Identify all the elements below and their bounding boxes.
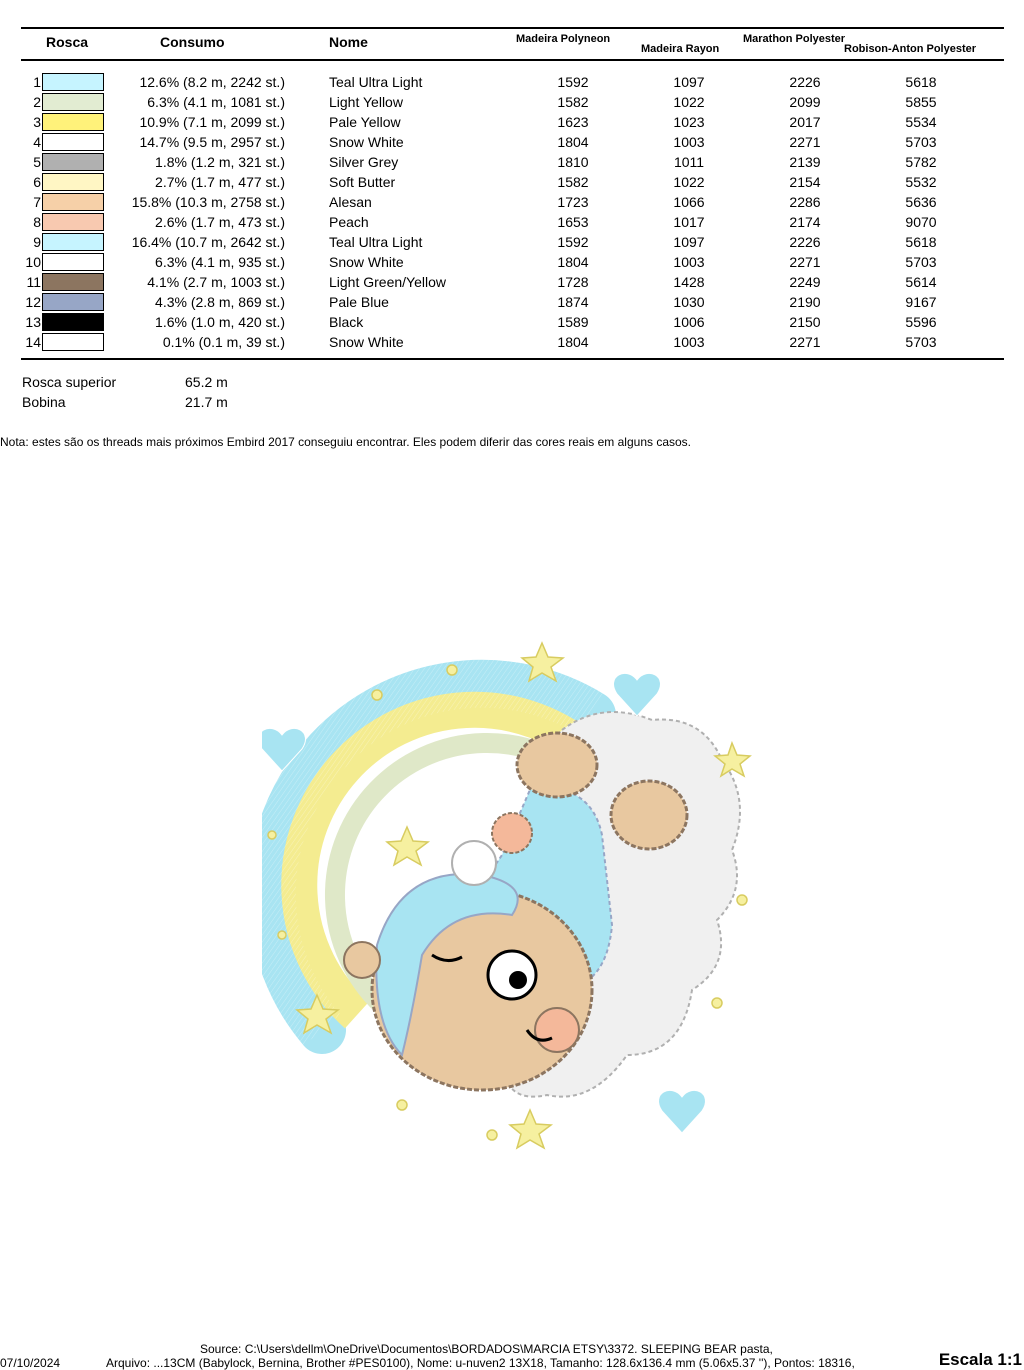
row-number: 5	[33, 154, 41, 170]
madeira-rayon-cell: 1017	[673, 214, 705, 230]
consumo-cell: 4.1% (2.7 m, 1003 st.)	[147, 274, 285, 290]
consumo-cell: 6.3% (4.1 m, 935 st.)	[155, 254, 285, 270]
header-madeira-rayon: Madeira Rayon	[641, 43, 720, 55]
madeira-polyneon-cell: 1623	[557, 114, 589, 130]
table-row	[0, 112, 1024, 132]
consumo-cell: 1.8% (1.2 m, 321 st.)	[155, 154, 285, 170]
madeira-rayon-cell: 1097	[673, 74, 705, 90]
footer-source: Source: C:\Users\dellm\OneDrive\Documentos\BORDADOS\MARCIA ETSY\3372. SLEEPING BEAR pasta,	[200, 1342, 773, 1356]
madeira-rayon-cell: 1011	[673, 154, 705, 170]
bobina-label: Bobina	[22, 394, 66, 410]
robison-cell: 5532	[905, 174, 937, 190]
header-marathon: Marathon Polyester	[743, 33, 846, 45]
header-madeira-polyneon: Madeira Polyneon	[516, 33, 611, 45]
row-number: 12	[25, 294, 41, 310]
robison-cell: 5703	[905, 334, 937, 350]
nome-cell: Snow White	[329, 334, 404, 350]
madeira-polyneon-cell: 1582	[557, 94, 589, 110]
madeira-polyneon-cell: 1804	[557, 334, 589, 350]
madeira-polyneon-cell: 1728	[557, 274, 589, 290]
madeira-polyneon-cell: 1810	[557, 154, 589, 170]
footer-arquivo: Arquivo: ...13CM (Babylock, Bernina, Brother #PES0100), Nome: u-nuven2 13X18, Tamanho: 128.6x136.4 mm (5.06x5.37 ''), Pontos: 18316,	[106, 1356, 855, 1370]
consumo-cell: 1.6% (1.0 m, 420 st.)	[155, 314, 285, 330]
consumo-cell: 10.9% (7.1 m, 2099 st.)	[139, 114, 285, 130]
row-number: 7	[33, 194, 41, 210]
table-row	[0, 292, 1024, 312]
robison-cell: 5534	[905, 114, 937, 130]
table-row	[0, 232, 1024, 252]
consumo-cell: 2.6% (1.7 m, 473 st.)	[155, 214, 285, 230]
madeira-rayon-cell: 1097	[673, 234, 705, 250]
marathon-cell: 2190	[789, 294, 821, 310]
table-row	[0, 172, 1024, 192]
marathon-cell: 2226	[789, 234, 821, 250]
footer-date: 07/10/2024	[0, 1356, 61, 1370]
robison-cell: 5618	[905, 74, 937, 90]
robison-cell: 5636	[905, 194, 937, 210]
embroidery-design-preview	[262, 635, 762, 1175]
madeira-rayon-cell: 1428	[673, 274, 705, 290]
table-row	[0, 212, 1024, 232]
madeira-polyneon-cell: 1653	[557, 214, 589, 230]
nome-cell: Teal Ultra Light	[329, 234, 423, 250]
table-row	[0, 192, 1024, 212]
nome-cell: Light Yellow	[329, 94, 403, 110]
footer-scale: Escala 1:1	[938, 1350, 1022, 1369]
madeira-rayon-cell: 1003	[673, 134, 705, 150]
nome-cell: Pale Blue	[329, 294, 389, 310]
marathon-cell: 2271	[789, 134, 821, 150]
madeira-rayon-cell: 1022	[673, 174, 705, 190]
madeira-polyneon-cell: 1804	[557, 134, 589, 150]
header-nome: Nome	[329, 34, 368, 50]
consumo-cell: 14.7% (9.5 m, 2957 st.)	[139, 134, 285, 150]
row-number: 6	[33, 174, 41, 190]
nome-cell: Silver Grey	[329, 154, 399, 170]
rosca-superior-label: Rosca superior	[22, 374, 117, 390]
madeira-polyneon-cell: 1592	[557, 234, 589, 250]
row-number: 10	[25, 254, 41, 270]
robison-cell: 5596	[905, 314, 937, 330]
robison-cell: 5703	[905, 254, 937, 270]
row-number: 14	[25, 334, 41, 350]
row-number: 4	[33, 134, 41, 150]
robison-cell: 5703	[905, 134, 937, 150]
madeira-rayon-cell: 1003	[673, 334, 705, 350]
madeira-polyneon-cell: 1592	[557, 74, 589, 90]
madeira-polyneon-cell: 1804	[557, 254, 589, 270]
robison-cell: 5618	[905, 234, 937, 250]
table-row	[0, 72, 1024, 92]
madeira-rayon-cell: 1023	[673, 114, 705, 130]
marathon-cell: 2139	[789, 154, 821, 170]
marathon-cell: 2271	[789, 254, 821, 270]
row-number: 1	[33, 74, 41, 90]
nome-cell: Pale Yellow	[329, 114, 401, 130]
madeira-polyneon-cell: 1582	[557, 174, 589, 190]
robison-cell: 9167	[905, 294, 937, 310]
header-rosca: Rosca	[46, 34, 89, 50]
marathon-cell: 2249	[789, 274, 821, 290]
madeira-rayon-cell: 1022	[673, 94, 705, 110]
row-number: 9	[33, 234, 41, 250]
header-robison: Robison-Anton Polyester	[844, 43, 977, 55]
marathon-cell: 2154	[789, 174, 821, 190]
row-number: 8	[33, 214, 41, 230]
consumo-cell: 0.1% (0.1 m, 39 st.)	[162, 334, 285, 350]
nome-cell: Peach	[329, 214, 369, 230]
consumo-cell: 6.3% (4.1 m, 1081 st.)	[147, 94, 285, 110]
header-rule	[21, 59, 1004, 61]
table-row	[0, 332, 1024, 352]
thread-note: Nota: estes são os threads mais próximos Embird 2017 conseguiu encontrar. Eles podem diferir das cores reais em alguns casos.	[0, 435, 692, 449]
top-rule	[21, 27, 1004, 29]
madeira-polyneon-cell: 1874	[557, 294, 589, 310]
madeira-polyneon-cell: 1723	[557, 194, 589, 210]
madeira-rayon-cell: 1066	[673, 194, 705, 210]
madeira-rayon-cell: 1003	[673, 254, 705, 270]
consumo-cell: 2.7% (1.7 m, 477 st.)	[155, 174, 285, 190]
table-row	[0, 132, 1024, 152]
row-number: 13	[25, 314, 41, 330]
consumo-cell: 16.4% (10.7 m, 2642 st.)	[131, 234, 285, 250]
nome-cell: Snow White	[329, 254, 404, 270]
header-consumo: Consumo	[160, 34, 225, 50]
table-row	[0, 272, 1024, 292]
robison-cell: 5855	[905, 94, 937, 110]
consumo-cell: 15.8% (10.3 m, 2758 st.)	[131, 194, 285, 210]
nome-cell: Soft Butter	[329, 174, 396, 190]
marathon-cell: 2226	[789, 74, 821, 90]
madeira-polyneon-cell: 1589	[557, 314, 589, 330]
nome-cell: Teal Ultra Light	[329, 74, 423, 90]
marathon-cell: 2099	[789, 94, 821, 110]
nome-cell: Black	[329, 314, 364, 330]
consumo-cell: 4.3% (2.8 m, 869 st.)	[155, 294, 285, 310]
madeira-rayon-cell: 1006	[673, 314, 705, 330]
madeira-rayon-cell: 1030	[673, 294, 705, 310]
robison-cell: 5614	[905, 274, 937, 290]
row-number: 2	[33, 94, 41, 110]
table-row	[0, 152, 1024, 172]
row-number: 3	[33, 114, 41, 130]
nome-cell: Snow White	[329, 134, 404, 150]
table-row	[0, 92, 1024, 112]
row-number: 11	[26, 274, 41, 290]
marathon-cell: 2174	[789, 214, 821, 230]
marathon-cell: 2017	[789, 114, 821, 130]
marathon-cell: 2271	[789, 334, 821, 350]
table-row	[0, 252, 1024, 272]
bottom-rule	[21, 358, 1004, 360]
nome-cell: Alesan	[329, 194, 372, 210]
robison-cell: 9070	[905, 214, 937, 230]
rosca-superior-value: 65.2 m	[185, 374, 228, 390]
robison-cell: 5782	[905, 154, 937, 170]
consumo-cell: 12.6% (8.2 m, 2242 st.)	[139, 74, 285, 90]
marathon-cell: 2286	[789, 194, 821, 210]
nome-cell: Light Green/Yellow	[329, 274, 447, 290]
marathon-cell: 2150	[789, 314, 821, 330]
bobina-value: 21.7 m	[185, 394, 228, 410]
table-row	[0, 312, 1024, 332]
